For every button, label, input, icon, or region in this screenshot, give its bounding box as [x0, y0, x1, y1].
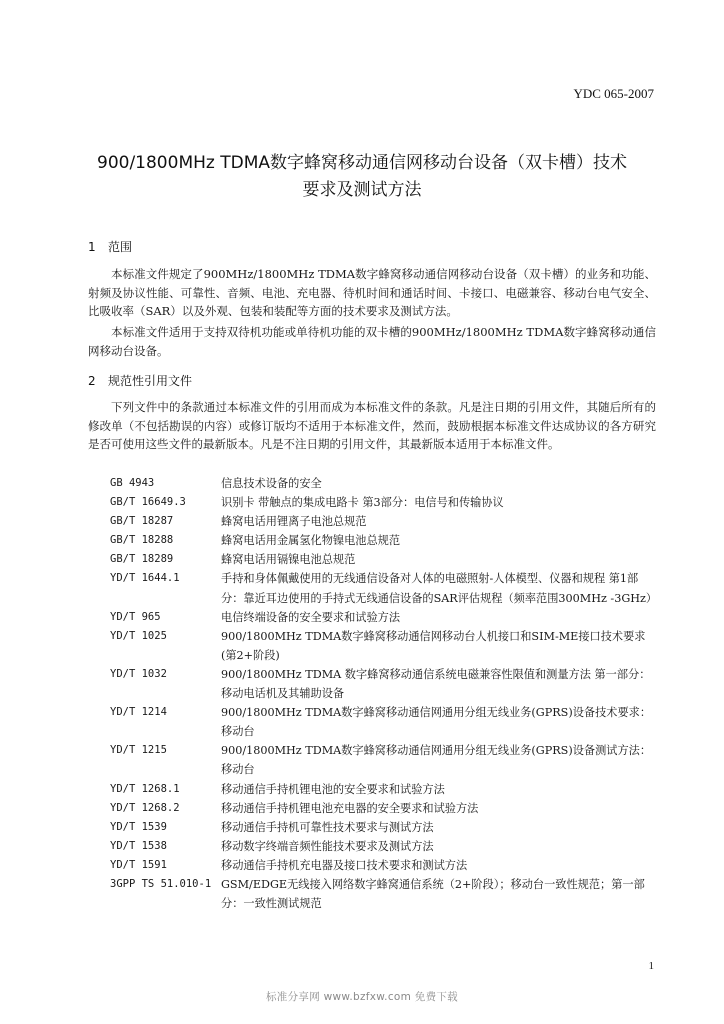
section-2-heading	[88, 372, 192, 389]
reference-code: GB/T 16649.3	[110, 496, 186, 509]
reference-code: YD/T 1215	[110, 744, 167, 757]
reference-title: 移动通信手持机可靠性技术要求与测试方法	[221, 820, 434, 834]
reference-code: GB 4943	[110, 477, 155, 489]
reference-code: YD/T 1644.1	[110, 572, 180, 585]
section-1-heading	[88, 238, 132, 255]
reference-code: YD/T 965	[110, 610, 161, 623]
reference-code: YD/T 1032	[110, 667, 167, 680]
reference-title: 电信终端设备的安全要求和试验方法	[221, 610, 401, 624]
section-number: 1	[88, 240, 96, 254]
reference-row	[110, 741, 655, 779]
reference-code: GB/T 18289	[110, 553, 174, 566]
reference-code: YD/T 1538	[110, 839, 167, 852]
reference-title: 移动数字终端音频性能技术要求及测试方法	[221, 839, 434, 853]
reference-title: 移动通信手持机充电器及接口技术要求和测试方法	[221, 858, 468, 872]
section-1-paragraph-1: 本标准文件规定了900MHz/1800MHz TDMA数字蜂窝移动通信网移动台设备（双卡槽）的业务和功能、射频及协议性能、可靠性、音频、电池、充电器、待机时间和通话时间、卡接口、电磁兼容、移动台电气安全、比吸收率（SAR）以及外观、包装和装配等方面的技术要求及测试方法。	[88, 267, 656, 318]
reference-title: 手持和身体佩戴使用的无线通信设备对人体的电磁照射-人体模型、仪器和规程 第1部分：靠近耳边使用的手持式无线通信设备的SAR评估规程（频率范围300MHz -3GHz）	[221, 572, 658, 605]
section-number: 2	[88, 374, 96, 388]
reference-row	[110, 875, 655, 913]
reference-list	[110, 474, 658, 913]
title-line-1: 900/1800MHz TDMA数字蜂窝移动通信网移动台设备（双卡槽）技术	[97, 153, 627, 173]
reference-code: YD/T 1591	[110, 858, 167, 871]
footer-watermark: 标准分享网 www.bzfxw.com 免费下载	[266, 991, 458, 1003]
document-code: YDC 065-2007	[573, 86, 654, 101]
page-number: 1	[648, 960, 654, 972]
reference-title: 900/1800MHz TDMA数字蜂窝移动通信网通用分组无线业务(GPRS)设备技术要求：移动台	[221, 706, 652, 739]
reference-code: GB/T 18288	[110, 534, 174, 547]
reference-title: 蜂窝电话用锂离子电池总规范	[221, 515, 367, 529]
reference-title: 900/1800MHz TDMA数字蜂窝移动通信网移动台人机接口和SIM-ME接口技术要求(第2+阶段)	[221, 629, 646, 662]
reference-title: 900/1800MHz TDMA 数字蜂窝移动通信系统电磁兼容性限值和测量方法 第一部分：移动电话机及其辅助设备	[221, 667, 651, 701]
reference-title: 移动通信手持机锂电池充电器的安全要求和试验方法	[221, 801, 479, 815]
section-1-paragraph-2: 本标准文件适用于支持双待机功能或单待机功能的双卡槽的900MHz/1800MHz TDMA数字蜂窝移动通信网移动台设备。	[88, 325, 656, 358]
reference-title: 蜂窝电话用金属氢化物镍电池总规范	[221, 534, 401, 548]
reference-row	[110, 780, 655, 799]
reference-code: YD/T 1025	[110, 629, 167, 642]
reference-row	[110, 474, 655, 493]
reference-code: YD/T 1214	[110, 706, 167, 719]
reference-row	[110, 856, 655, 875]
reference-title: 900/1800MHz TDMA数字蜂窝移动通信网通用分组无线业务(GPRS)设备测试方法：移动台	[221, 744, 652, 777]
reference-title: 蜂窝电话用镉镍电池总规范	[221, 553, 356, 567]
section-title: 范围	[108, 240, 133, 254]
reference-row	[110, 837, 655, 856]
reference-code: 3GPP TS 51.010-1	[110, 877, 212, 890]
reference-code: YD/T 1268.1	[110, 782, 180, 795]
document-title	[60, 150, 664, 204]
reference-title: 识别卡 带触点的集成电路卡 第3部分：电信号和传输协议	[221, 496, 504, 510]
reference-row	[110, 531, 655, 550]
reference-title: GSM/EDGE无线接入网络数字蜂窝通信系统（2+阶段）；移动台一致性规范；第一部分：一致性测试规范	[221, 877, 645, 911]
reference-row	[110, 608, 655, 627]
section-2-paragraph-1: 下列文件中的条款通过本标准文件的引用而成为本标准文件的条款。凡是注日期的引用文件，其随后所有的修改单（不包括勘误的内容）或修订版均不适用于本标准文件，然而，鼓励根据本标准文件达成协议的各方研究是否可使用这些文件的最新版本。凡是不注日期的引用文件，其最新版本适用于本标准文件。	[88, 400, 656, 451]
section-title: 规范性引用文件	[108, 374, 193, 388]
reference-row	[110, 550, 655, 569]
reference-title: 移动通信手持机锂电池的安全要求和试验方法	[221, 782, 445, 796]
reference-row	[110, 627, 655, 665]
reference-row	[110, 703, 655, 741]
reference-row	[110, 665, 655, 703]
reference-row	[110, 512, 655, 531]
reference-row	[110, 818, 655, 837]
reference-row	[110, 569, 658, 607]
reference-code: YD/T 1539	[110, 820, 167, 833]
reference-code: YD/T 1268.2	[110, 801, 180, 814]
reference-title: 信息技术设备的安全	[221, 477, 322, 490]
reference-row	[110, 493, 655, 512]
reference-row	[110, 799, 655, 818]
title-line-2: 要求及测试方法	[302, 180, 422, 200]
reference-code: GB/T 18287	[110, 515, 174, 528]
